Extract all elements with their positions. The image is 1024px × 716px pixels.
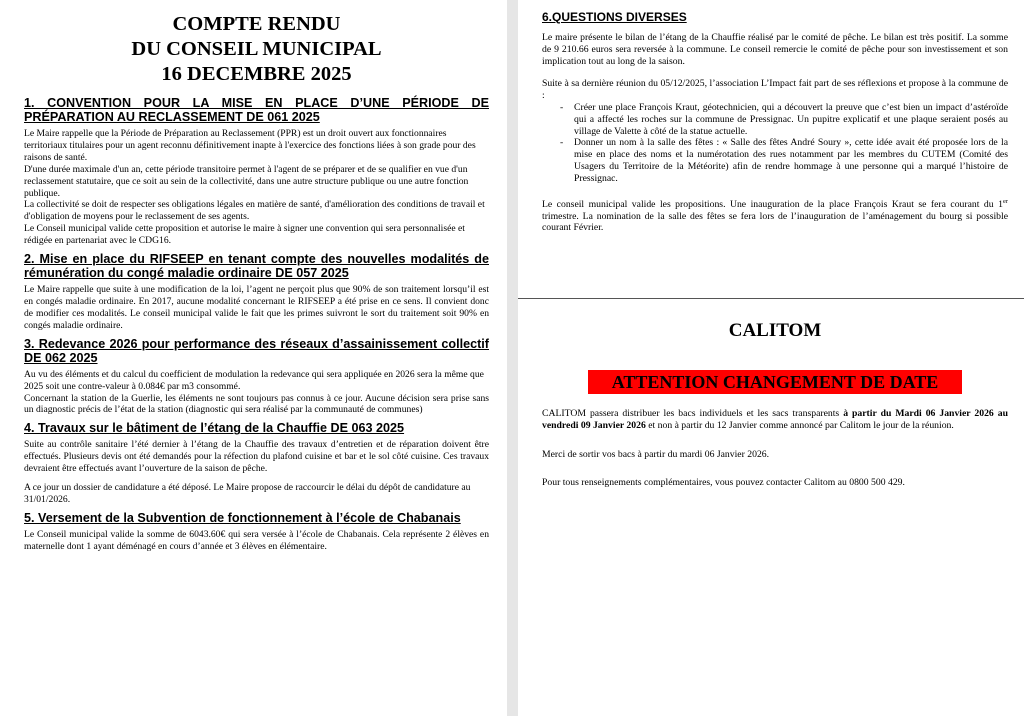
section-2-heading: 2. Mise en place du RIFSEEP en tenant compte des nouvelles modalités de rémunération du congé maladie ordinaire DE 057 2025 — [24, 252, 489, 281]
section-3-para-2: Concernant la station de la Guerlie, les éléments ne sont toujours pas connus à ce jour. Aucune décision sera prise sans un diagnostic précis de l’état de la station (diagnostic qui sera réalisé par la communauté de communes) — [24, 392, 489, 416]
section-1-para-3: La collectivité se doit de respecter ses obligations légales en matière de santé, d'amélioration des conditions de travail et d'obligation de moyens pour le reclassement de ses agents. — [24, 199, 485, 223]
section-6-heading: 6.QUESTIONS DIVERSES — [542, 10, 687, 24]
attention-banner: ATTENTION CHANGEMENT DE DATE — [588, 370, 962, 394]
calitom-para-3: Pour tous renseignements complémentaires, vous pouvez contacter Calitom au 0800 500 429. — [542, 477, 905, 489]
section-5-para-1: Le Conseil municipal valide la somme de 6043.60€ qui sera versée à l’école de Chabanais. Cela représente 2 élèves en maternelle dont 1 ayant déménagé en cours d’année et 3 élèves en élémentaire. — [24, 528, 489, 552]
calitom-p1-start: CALITOM passera distribuer les bacs individuels et les sacs transparents — [542, 408, 844, 419]
validation-sup: er — [1002, 197, 1008, 205]
title-line-2: DU CONSEIL MUNICIPAL — [131, 38, 382, 60]
calitom-p1-end: et non à partir du 12 Janvier comme annoncé par Calitom le jour de la réunion. — [645, 419, 954, 431]
section-2-para-1: Le Maire rappelle que suite à une modification de la loi, l’agent ne perçoit plus que 90% de son traitement lorsqu’il est en congés maladie ordinaire. En 2017, aucune modalité concernant le RIFSEEP a été prise en ce sens. Il convient donc de modifier ces modalités. Le conseil municipal valide le fait que les primes suivront le sort du traitement soit 90% en congés maladie ordinaire. — [24, 284, 489, 331]
calitom-para-2: Merci de sortir vos bacs à partir du mardi 06 Janvier 2026. — [542, 448, 770, 460]
calitom-title: CALITOM — [728, 320, 822, 341]
impact-association-para: Suite à sa dernière réunion du 05/12/2025, l’association L’Impact fait part de ses réflexions et propose à la commune de : — [542, 78, 1008, 102]
proposal-item-2: - Donner un nom à la salle des fêtes : « Salle des fêtes André Soury », cette idée avait été proposée lors de la mise en place des noms et la numérotation des rues notamment par les membres du CUTEM (Comité des Usagers du Territoire de la Météorite) afin de rendre hommage à une personne qui a marqué l’histoire de Pressignac. — [574, 137, 1008, 184]
validation-text-start: Le conseil municipal valide les propositions. Une inauguration de la place François Kraut se fera courant du 1 — [542, 198, 1003, 210]
section-divider — [518, 298, 1024, 299]
etang-report-para: Le maire présente le bilan de l’étang de la Chauffie réalisé par le comité de pêche. Le bilan est très positif. La somme de 9 210.66 euros sera reversée à la commune. Le conseil remercie le comité de pêche pour son investissement et son implication tout au long de la saison. — [542, 32, 1008, 67]
section-1 — [24, 96, 489, 247]
title-line-1: COMPTE RENDU — [172, 13, 341, 35]
section-4 — [24, 421, 489, 506]
calitom-para-1 — [542, 408, 1008, 432]
left-page — [0, 0, 507, 716]
proposal-list — [542, 102, 1008, 185]
section-3 — [24, 337, 489, 417]
section-4-heading: 4. Travaux sur le bâtiment de l’étang de la Chauffie DE 063 2025 — [24, 421, 405, 436]
section-1-para-2: D'une durée maximale d'un an, cette période transitoire permet à l'agent de se préparer et de se qualifier en vue d'un reclassement statutaire, que ce soit au sein de la collectivité, dans une autre structure publique ou une autre fonction publique. — [24, 163, 469, 199]
section-4-para-2: A ce jour un dossier de candidature a été déposé. Le Maire propose de raccourcir le délai du dépôt de candidature au 31/01/2026. — [24, 482, 471, 505]
title-line-3: 16 DECEMBRE 2025 — [161, 63, 352, 85]
section-4-para-1: Suite au contrôle sanitaire l’été dernier à l’étang de la Chauffie des travaux d’entretien et de réparation doivent être effectués. Plusieurs devis ont été demandés pour la réfection du plafond cuisine et bar et le sol côté cuisine. Ces travaux devraient être effectués avant l’ouverture de la saison de pêche. — [24, 439, 489, 475]
proposal-item-1: - Créer une place François Kraut, géotechnicien, qui a découvert la preuve que c’est bien un impact d’astéroïde qui a affecté les roches sur la commune de Pressignac. Un pupitre explicatif et une plaque seraient posés au village de Valette à côté de la statue actuelle. — [574, 102, 1008, 137]
section-1-para-1: Le Maire rappelle que la Période de Préparation au Reclassement (PPR) est un droit ouvert aux fonctionnaires territoriaux titulaires pour un agent reconnu définitivement inapte à l'exercice des fonctions liées à son grade pour des raisons de santé. — [24, 128, 476, 163]
section-1-para-4: Le Conseil municipal valide cette proposition et autorise le maire à signer une convention qui sera personnalisée et rédigée en partenariat avec le CDG16. — [24, 223, 465, 247]
section-3-para-1: Au vu des éléments et du calcul du coefficient de modulation la redevance qui sera appliquée en 2026 sera la même que 2025 soit une contre-valeur à 0.084€ par m3 consommé. — [24, 368, 484, 392]
section-1-heading: 1. CONVENTION POUR LA MISE EN PLACE D’UNE PÉRIODE DE PRÉPARATION AU RECLASSEMENT DE 061 2025 — [24, 96, 489, 124]
section-3-heading: 3. Redevance 2026 pour performance des réseaux d’assainissement collectif DE 062 2025 — [24, 336, 489, 365]
document-title — [24, 12, 489, 87]
calitom-p1-dates: à partir du Mardi 06 Janvier 2026 au vendredi 09 Janvier 2026 — [542, 408, 1008, 431]
section-2 — [24, 252, 489, 332]
section-5-heading: 5. Versement de la Subvention de fonctionnement à l’école de Chabanais — [24, 510, 461, 525]
council-validation-para — [542, 196, 1008, 235]
calitom-notice — [542, 320, 1008, 506]
right-page — [518, 0, 1024, 716]
section-5 — [24, 511, 489, 553]
validation-text-end: trimestre. La nomination de la salle des fêtes se fera lors de l’inauguration de l’aménagement du bourg si possible courant Février. — [542, 210, 1008, 234]
